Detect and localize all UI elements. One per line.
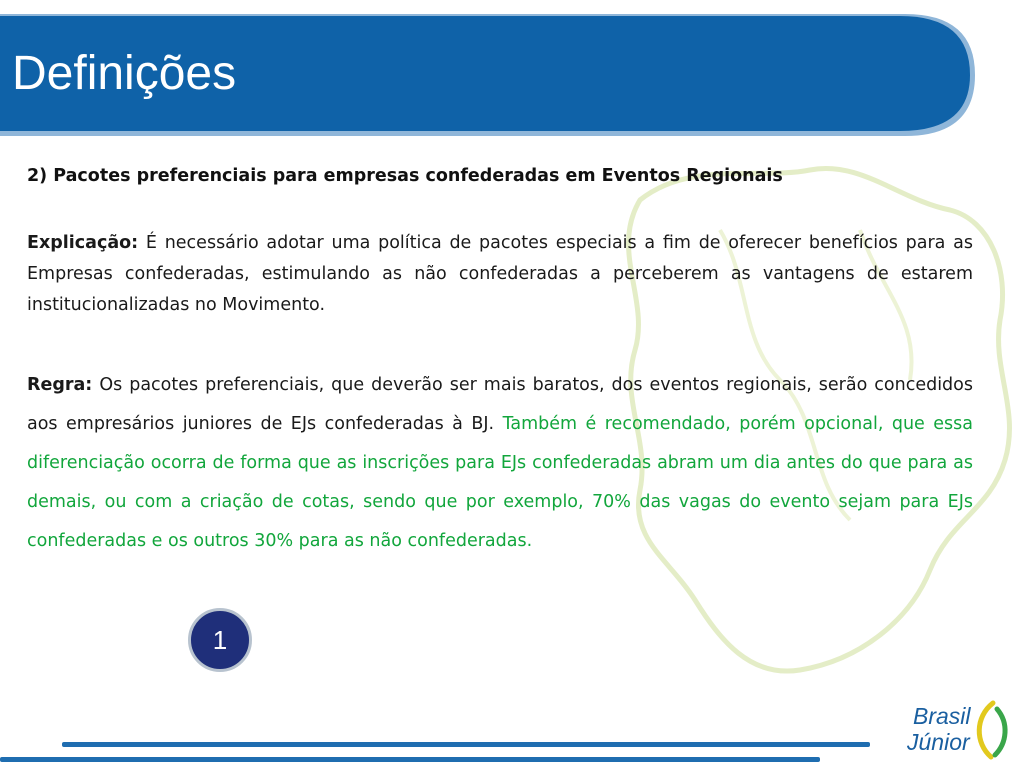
logo-swirl-icon — [971, 699, 1011, 761]
slide-title: Definições — [12, 47, 237, 100]
regra-text: Os pacotes preferenciais, que deverão ser mais baratos, dos eventos regionais, serão concedidos aos empresários juniores de EJs confederadas à BJ. — [27, 375, 973, 434]
regra-label: Regra: — [27, 375, 93, 395]
explicacao-text: É necessário adotar uma política de pacotes especiais a fim de oferecer benefícios para as Empresas confederadas, estimulando as não confederadas a perceberem as vantagens de estarem institucionalizadas no Movimento. — [27, 233, 973, 315]
page-number-badge: 1 — [188, 608, 252, 672]
logo-word-junior: Júnior — [907, 729, 970, 755]
explicacao-paragraph — [27, 228, 973, 321]
regra-recommendation-text: Também é recomendado, porém opcional, que essa diferenciação ocorra de forma que as inscrições para EJs confederadas abram um dia antes do que para as demais, ou com a criação de cotas, sendo que por exemplo, 70% das vagas do evento sejam para EJs confederadas e os outros 30% para as não confederadas. — [27, 414, 973, 551]
regra-paragraph — [27, 366, 973, 561]
section-heading: 2) Pacotes preferenciais para empresas confederadas em Eventos Regionais — [27, 166, 783, 186]
brasil-junior-logo — [905, 695, 1015, 765]
footer-divider-bottom — [0, 757, 820, 762]
logo-word-brasil: Brasil — [913, 703, 971, 729]
footer-divider-top — [62, 742, 870, 747]
explicacao-label: Explicação: — [27, 233, 139, 253]
